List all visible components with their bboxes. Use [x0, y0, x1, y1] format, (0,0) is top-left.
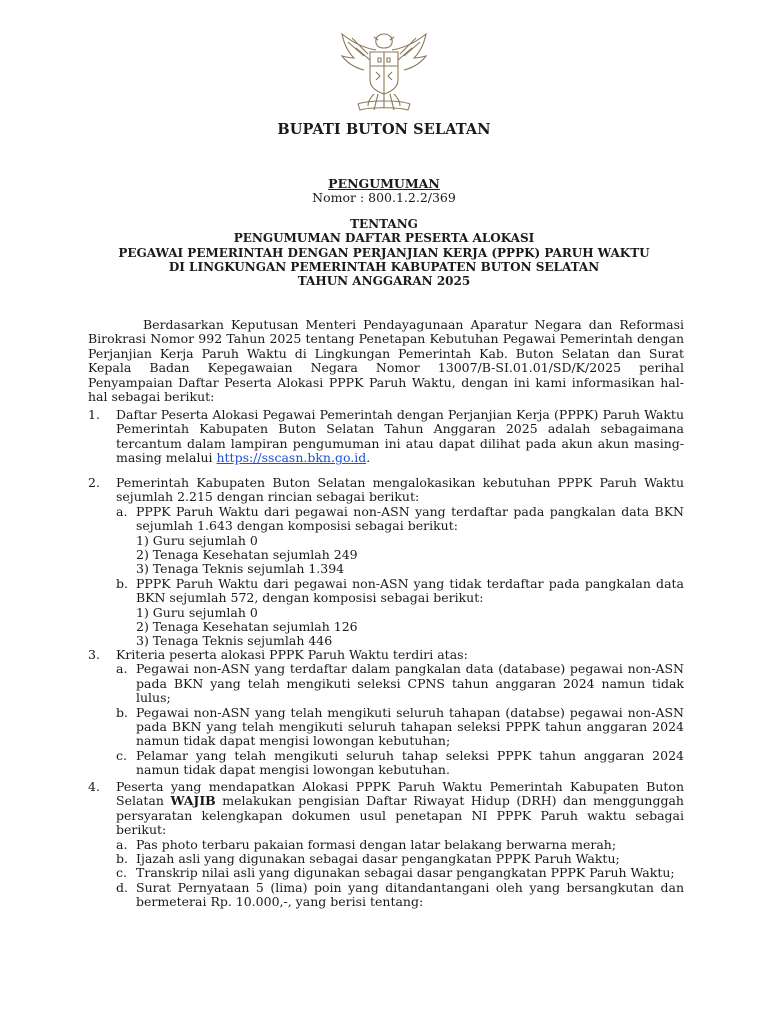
- intro-paragraph: Berdasarkan Keputusan Menteri Pendayagunaan Aparatur Negara dan Reformasi Birokrasi Nomor 992 Tahun 2025 tentang Penetapan Kebutuhan Pegawai Pemerintah dengan Perjanjian Kerja Paruh Waktu di Lingkungan Pemerintah Kab. Buton Selatan dan Surat Kepala Badan Kepegawaian Negara Nomor 13007/B-SI.01.01/SD/K/2025 perihal Penyampaian Daftar Peserta Alokasi PPPK Paruh Waktu, dengan ini kami informasikan hal-hal sebagai berikut:: [88, 317, 684, 405]
- list-item-1: [88, 408, 684, 466]
- sub-item-c: [116, 866, 684, 880]
- subject-line: PENGUMUMAN DAFTAR PESERTA ALOKASI: [233, 231, 535, 246]
- item-body: [116, 476, 684, 649]
- sub-item-a: [116, 838, 684, 852]
- sub-label: b.: [116, 575, 128, 591]
- subject-line: TAHUN ANGGARAN 2025: [297, 274, 471, 289]
- announcement-title: PENGUMUMAN: [328, 176, 440, 191]
- sub-label: c.: [116, 747, 127, 763]
- subject-line: DI LINGKUNGAN PEMERINTAH KABUPATEN BUTON SELATAN: [168, 259, 600, 274]
- sscasn-link[interactable]: https://sscasn.bkn.go.id: [216, 450, 367, 466]
- list-item-4: [88, 780, 684, 910]
- item-number: 1.: [88, 407, 100, 422]
- item-body: [116, 780, 684, 910]
- issuer-title: BUPATI BUTON SELATAN: [277, 121, 491, 138]
- item-2-text: Pemerintah Kabupaten Buton Selatan mengalokasikan kebutuhan PPPK Paruh Waktu sejumlah 2.215 dengan rincian sebagai berikut:: [116, 475, 684, 505]
- item-4-text-before: Peserta yang mendapatkan Alokasi PPPK Paruh Waktu Pemerintah Kabupaten Buton Selatan: [116, 779, 684, 809]
- item-4-text-after: melakukan pengisian Daftar Riwayat Hidup (DRH) dan menggunggah persyaratan kelengkapan dokumen usul penetapan NI PPPK Paruh waktu sebagai berikut:: [116, 793, 684, 838]
- composition-item: 2) Tenaga Kesehatan sejumlah 126: [136, 619, 358, 635]
- sub-text: PPPK Paruh Waktu dari pegawai non-ASN yang terdaftar pada pangkalan data BKN sejumlah 1.643 dengan komposisi sebagai berikut:: [136, 503, 684, 534]
- item-text: [116, 408, 684, 466]
- sub-item-a: [116, 505, 684, 577]
- announcement-number: Nomor : 800.1.2.2/369: [312, 190, 456, 205]
- subject-line: TENTANG: [350, 217, 418, 231]
- subject-line: PEGAWAI PEMERINTAH DENGAN PERJANJIAN KERJA (PPPK) PARUH WAKTU: [118, 245, 650, 260]
- composition-item: 3) Tenaga Teknis sejumlah 446: [136, 633, 333, 649]
- item-4-text: [116, 780, 684, 838]
- sub-text: Pegawai non-ASN yang telah mengikuti seluruh tahapan (databse) pegawai non-ASN pada BKN yang telah mengikuti seluruh tahapan seleksi PPPK tahun anggaran 2024 namun tidak dapat mengisi lowongan kebutuhan;: [136, 704, 684, 749]
- item-number: 2.: [88, 475, 100, 490]
- sub-label: d.: [116, 879, 128, 895]
- sub-item-b: [116, 852, 684, 866]
- sub-label: a.: [116, 661, 128, 677]
- sub-body: [136, 505, 684, 577]
- sub-label: c.: [116, 865, 127, 881]
- sub-item-b: [116, 577, 684, 649]
- sub-label: b.: [116, 851, 128, 867]
- sub-item-c: [116, 749, 684, 778]
- item-1-end: .: [366, 450, 371, 466]
- wajib-emphasis: WAJIB: [170, 793, 216, 809]
- sub-item-d: [116, 881, 684, 910]
- item-1-text: Daftar Peserta Alokasi Pegawai Pemerintah dengan Perjanjian Kerja (PPPK) Paruh Waktu Pemerintah Kabupaten Buton Selatan Tahun Anggaran 2025 adalah sebagaimana tercantum dalam lampiran pengumuman ini atau dapat dilihat pada akun akun masing-masing melalui: [116, 407, 684, 466]
- sub-label: a.: [116, 836, 128, 852]
- item-body: [116, 648, 684, 778]
- sub-text: Pas photo terbaru pakaian formasi dengan latar belakang berwarna merah;: [136, 836, 617, 852]
- composition-item: 1) Guru sejumlah 0: [136, 604, 258, 620]
- sub-text: Ijazah asli yang digunakan sebagai dasar pengangkatan PPPK Paruh Waktu;: [136, 851, 620, 867]
- list-item-2: [88, 476, 684, 649]
- sub-text: Pegawai non-ASN yang terdaftar dalam pangkalan data (database) pegawai non-ASN pada BKN yang telah mengikuti seleksi CPNS tahun anggaran 2024 namun tidak lulus;: [136, 661, 684, 706]
- composition-item: 3) Tenaga Teknis sejumlah 1.394: [136, 561, 345, 577]
- item-number: 3.: [88, 647, 100, 662]
- list-item-3: [88, 648, 684, 778]
- sub-text: Pelamar yang telah mengikuti seluruh tahap seleksi PPPK tahun anggaran 2024 namun tidak dapat mengisi lowongan kebutuhan.: [136, 747, 684, 778]
- garuda-emblem-icon: [334, 28, 434, 118]
- sub-text: PPPK Paruh Waktu dari pegawai non-ASN yang tidak terdaftar pada pangkalan data BKN sejumlah 572, dengan komposisi sebagai berikut:: [136, 575, 684, 606]
- item-3-text: Kriteria peserta alokasi PPPK Paruh Waktu terdiri atas:: [116, 647, 468, 662]
- sub-item-a: [116, 662, 684, 705]
- subject-heading: [0, 217, 768, 288]
- sub-label: b.: [116, 704, 128, 720]
- sub-label: a.: [116, 503, 128, 519]
- item-number: 4.: [88, 779, 100, 794]
- composition-item: 2) Tenaga Kesehatan sejumlah 249: [136, 547, 358, 563]
- sub-text: Transkrip nilai asli yang digunakan sebagai dasar pengangkatan PPPK Paruh Waktu;: [136, 865, 675, 881]
- composition-item: 1) Guru sejumlah 0: [136, 532, 258, 548]
- sub-item-b: [116, 706, 684, 749]
- sub-text: Surat Pernyataan 5 (lima) poin yang ditandantangani oleh yang bersangkutan dan bermeterai Rp. 10.000,-, yang berisi tentang:: [136, 879, 684, 910]
- sub-body: [136, 577, 684, 649]
